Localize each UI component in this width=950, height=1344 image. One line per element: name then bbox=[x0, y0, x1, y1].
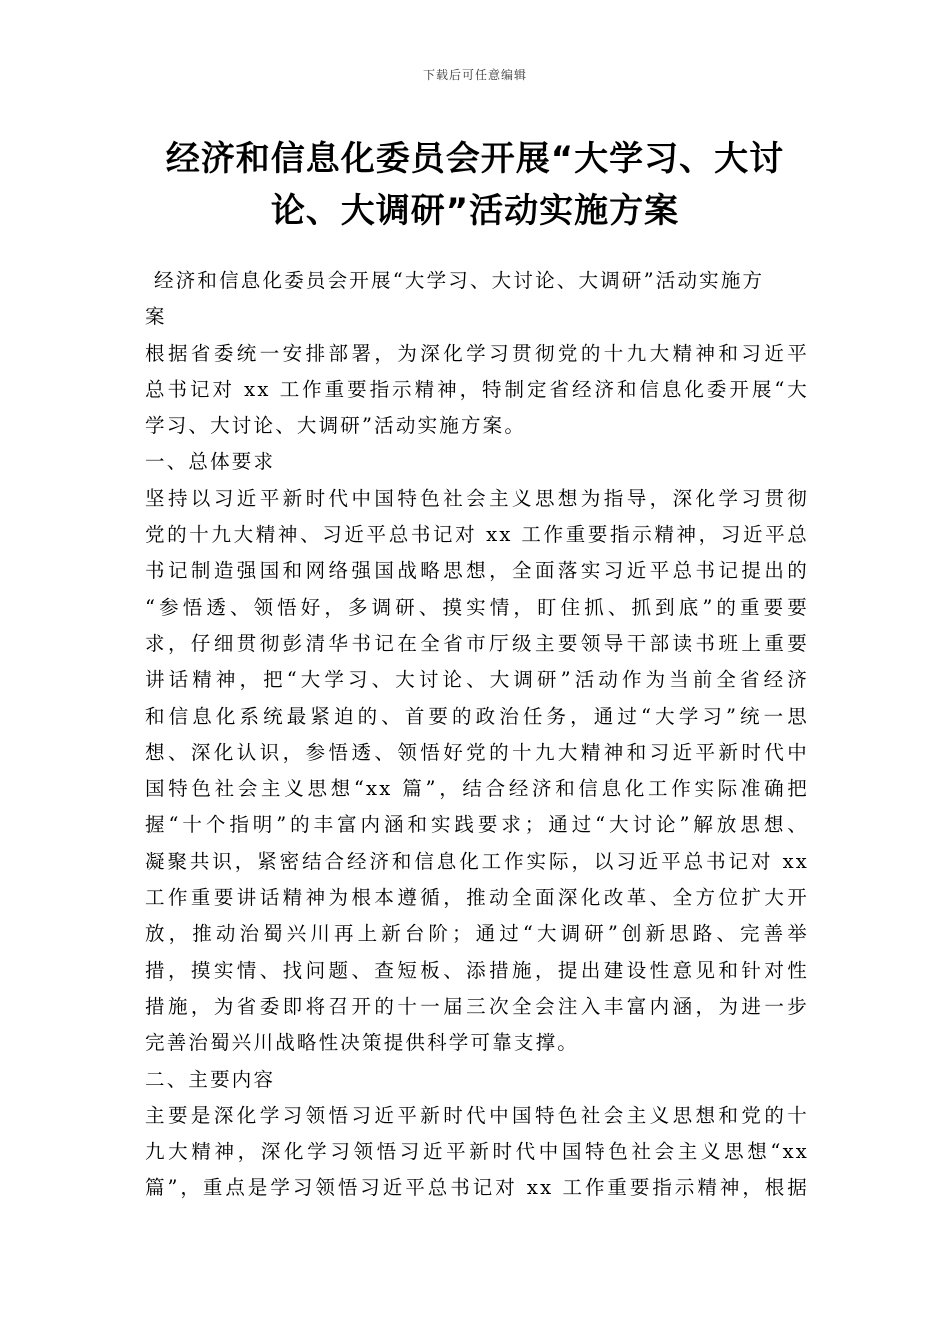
body-subtitle-line: 经济和信息化委员会开展“大学习、大讨论、大调研”活动实施方 bbox=[154, 269, 765, 292]
paragraph-line: 总书记对 xx 工作重要指示精神，特制定省经济和信息化委开展“大 bbox=[145, 377, 809, 401]
paragraph-line: 措施，为省委即将召开的十一届三次全会注入丰富内涵，为进一步 bbox=[145, 994, 809, 1018]
paragraph-line: 书记制造强国和网络强国战略思想，全面落实习近平总书记提出的 bbox=[145, 559, 809, 583]
paragraph-line: 篇”，重点是学习领悟习近平总书记对 xx 工作重要指示精神，根据 bbox=[145, 1176, 809, 1200]
body-subtitle-line: 案 bbox=[145, 305, 167, 329]
document-title bbox=[130, 133, 820, 237]
paragraph-line: 主要是深化学习领悟习近平新时代中国特色社会主义思想和党的十 bbox=[145, 1103, 809, 1127]
paragraph-line: 党的十九大精神、习近平总书记对 xx 工作重要指示精神，习近平总 bbox=[145, 523, 809, 547]
paragraph-line: 求，仔细贯彻彭清华书记在全省市厅级主要领导干部读书班上重要 bbox=[145, 631, 809, 655]
paragraph-line: “参悟透、领悟好，多调研、摸实情，盯住抓、抓到底”的重要要 bbox=[145, 595, 809, 619]
document-body bbox=[145, 263, 809, 1207]
paragraph-line: 措，摸实情、找问题、查短板、添措施，提出建设性意见和针对性 bbox=[145, 958, 809, 982]
paragraph-line: 九大精神，深化学习领悟习近平新时代中国特色社会主义思想“xx bbox=[145, 1140, 809, 1164]
paragraph-line: 讲话精神，把“大学习、大讨论、大调研”活动作为当前全省经济 bbox=[145, 668, 809, 692]
paragraph-line: 国特色社会主义思想“xx 篇”，结合经济和信息化工作实际准确把 bbox=[145, 777, 809, 801]
paragraph-line: 完善治蜀兴川战略性决策提供科学可靠支撑。 bbox=[145, 1031, 580, 1055]
paragraph-line: 坚持以习近平新时代中国特色社会主义思想为指导，深化学习贯彻 bbox=[145, 486, 809, 510]
paragraph-line: 握“十个指明”的丰富内涵和实践要求；通过“大讨论”解放思想、 bbox=[145, 813, 809, 837]
paragraph-line: 根据省委统一安排部署，为深化学习贯彻党的十九大精神和习近平 bbox=[145, 341, 809, 365]
paragraph-line: 凝聚共识，紧密结合经济和信息化工作实际，以习近平总书记对 xx bbox=[145, 849, 809, 873]
section-heading: 一、总体要求 bbox=[145, 450, 276, 474]
paragraph-line: 想、深化认识，参悟透、领悟好党的十九大精神和习近平新时代中 bbox=[145, 740, 809, 764]
page-header-note: 下载后可任意编辑 bbox=[422, 68, 527, 82]
document-title-line-2: 论、大调研”活动实施方案 bbox=[270, 191, 680, 231]
paragraph-line: 放，推动治蜀兴川再上新台阶；通过“大调研”创新思路、完善举 bbox=[145, 922, 809, 946]
section-heading: 二、主要内容 bbox=[145, 1067, 276, 1091]
paragraph-line: 学习、大讨论、大调研”活动实施方案。 bbox=[145, 414, 527, 438]
document-title-line-1: 经济和信息化委员会开展“大学习、大讨 bbox=[165, 139, 785, 179]
paragraph-line: 和信息化系统最紧迫的、首要的政治任务，通过“大学习”统一思 bbox=[145, 704, 809, 728]
paragraph-line: 工作重要讲话精神为根本遵循，推动全面深化改革、全方位扩大开 bbox=[145, 886, 809, 910]
